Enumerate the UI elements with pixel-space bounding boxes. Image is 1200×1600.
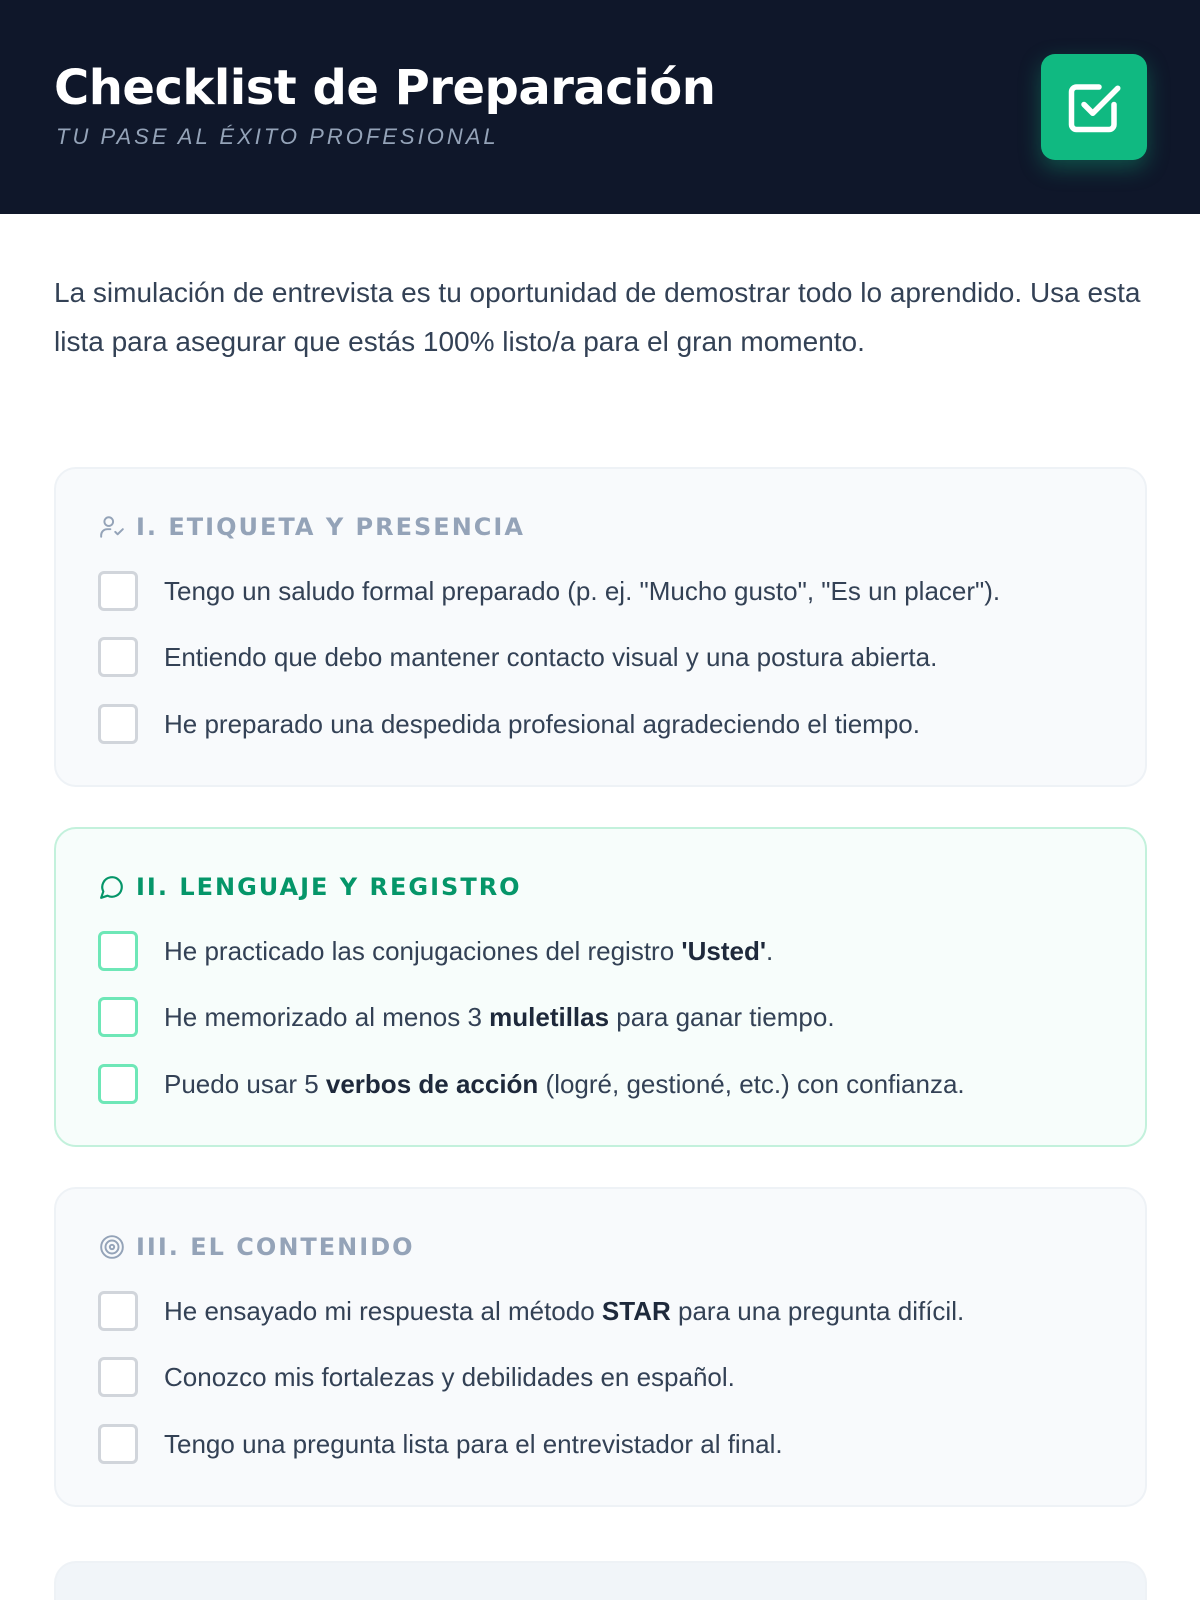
checkbox[interactable] xyxy=(98,1064,138,1104)
checkbox[interactable] xyxy=(98,1291,138,1331)
section-title: II. LENGUAJE Y REGISTRO xyxy=(136,873,522,901)
checklist-item xyxy=(98,1357,735,1397)
section-next-partial xyxy=(54,1561,1147,1600)
section-header xyxy=(98,513,525,541)
target-icon xyxy=(98,1233,126,1261)
checklist-item xyxy=(98,997,835,1037)
checklist-item-text: He memorizado al menos 3 muletillas para ganar tiempo. xyxy=(164,1001,835,1032)
checkbox[interactable] xyxy=(98,997,138,1037)
checklist-item-text: Tengo una pregunta lista para el entrevistador al final. xyxy=(164,1428,783,1459)
section-lenguaje xyxy=(54,827,1147,1147)
section-etiqueta xyxy=(54,467,1147,787)
checklist-item xyxy=(98,931,773,971)
checklist-item-text: Entiendo que debo mantener contacto visual y una postura abierta. xyxy=(164,641,938,672)
checklist-item xyxy=(98,1424,783,1464)
checkbox[interactable] xyxy=(98,1357,138,1397)
user-check-icon xyxy=(98,513,126,541)
page-subtitle: TU PASE AL ÉXITO PROFESIONAL xyxy=(56,124,499,149)
page-title: Checklist de Preparación xyxy=(54,60,716,116)
checklist-item xyxy=(98,1064,965,1104)
section-header xyxy=(98,1233,415,1261)
checklist-item-text: He preparado una despedida profesional agradeciendo el tiempo. xyxy=(164,708,920,739)
checklist-item-text: He ensayado mi respuesta al método STAR para una pregunta difícil. xyxy=(164,1295,965,1326)
section-header xyxy=(98,873,522,901)
checkbox[interactable] xyxy=(98,571,138,611)
intro-text: La simulación de entrevista es tu oportunidad de demostrar todo lo aprendido. Usa esta lista para asegurar que estás 100% listo/a para el gran momento. xyxy=(54,277,1141,357)
checklist-item-text: He practicado las conjugaciones del registro 'Usted'. xyxy=(164,935,774,966)
speech-bubble-icon xyxy=(98,873,126,901)
checkbox[interactable] xyxy=(98,1424,138,1464)
checklist-item xyxy=(98,571,1000,611)
checkbox[interactable] xyxy=(98,637,138,677)
page-header xyxy=(0,0,1200,214)
checklist-item-text: Conozco mis fortalezas y debilidades en español. xyxy=(164,1361,735,1392)
checkbox[interactable] xyxy=(98,931,138,971)
checkbox-check-icon xyxy=(1041,54,1147,160)
checklist-item-text: Puedo usar 5 verbos de acción (logré, gestioné, etc.) con confianza. xyxy=(164,1068,965,1099)
section-contenido xyxy=(54,1187,1147,1507)
section-title: III. EL CONTENIDO xyxy=(136,1233,415,1261)
checklist-item xyxy=(98,704,920,744)
checklist-item xyxy=(98,1291,964,1331)
checklist-item-text: Tengo un saludo formal preparado (p. ej. "Mucho gusto", "Es un placer"). xyxy=(164,575,1001,606)
checkbox[interactable] xyxy=(98,704,138,744)
checklist-item xyxy=(98,637,937,677)
section-title: I. ETIQUETA Y PRESENCIA xyxy=(136,513,525,541)
